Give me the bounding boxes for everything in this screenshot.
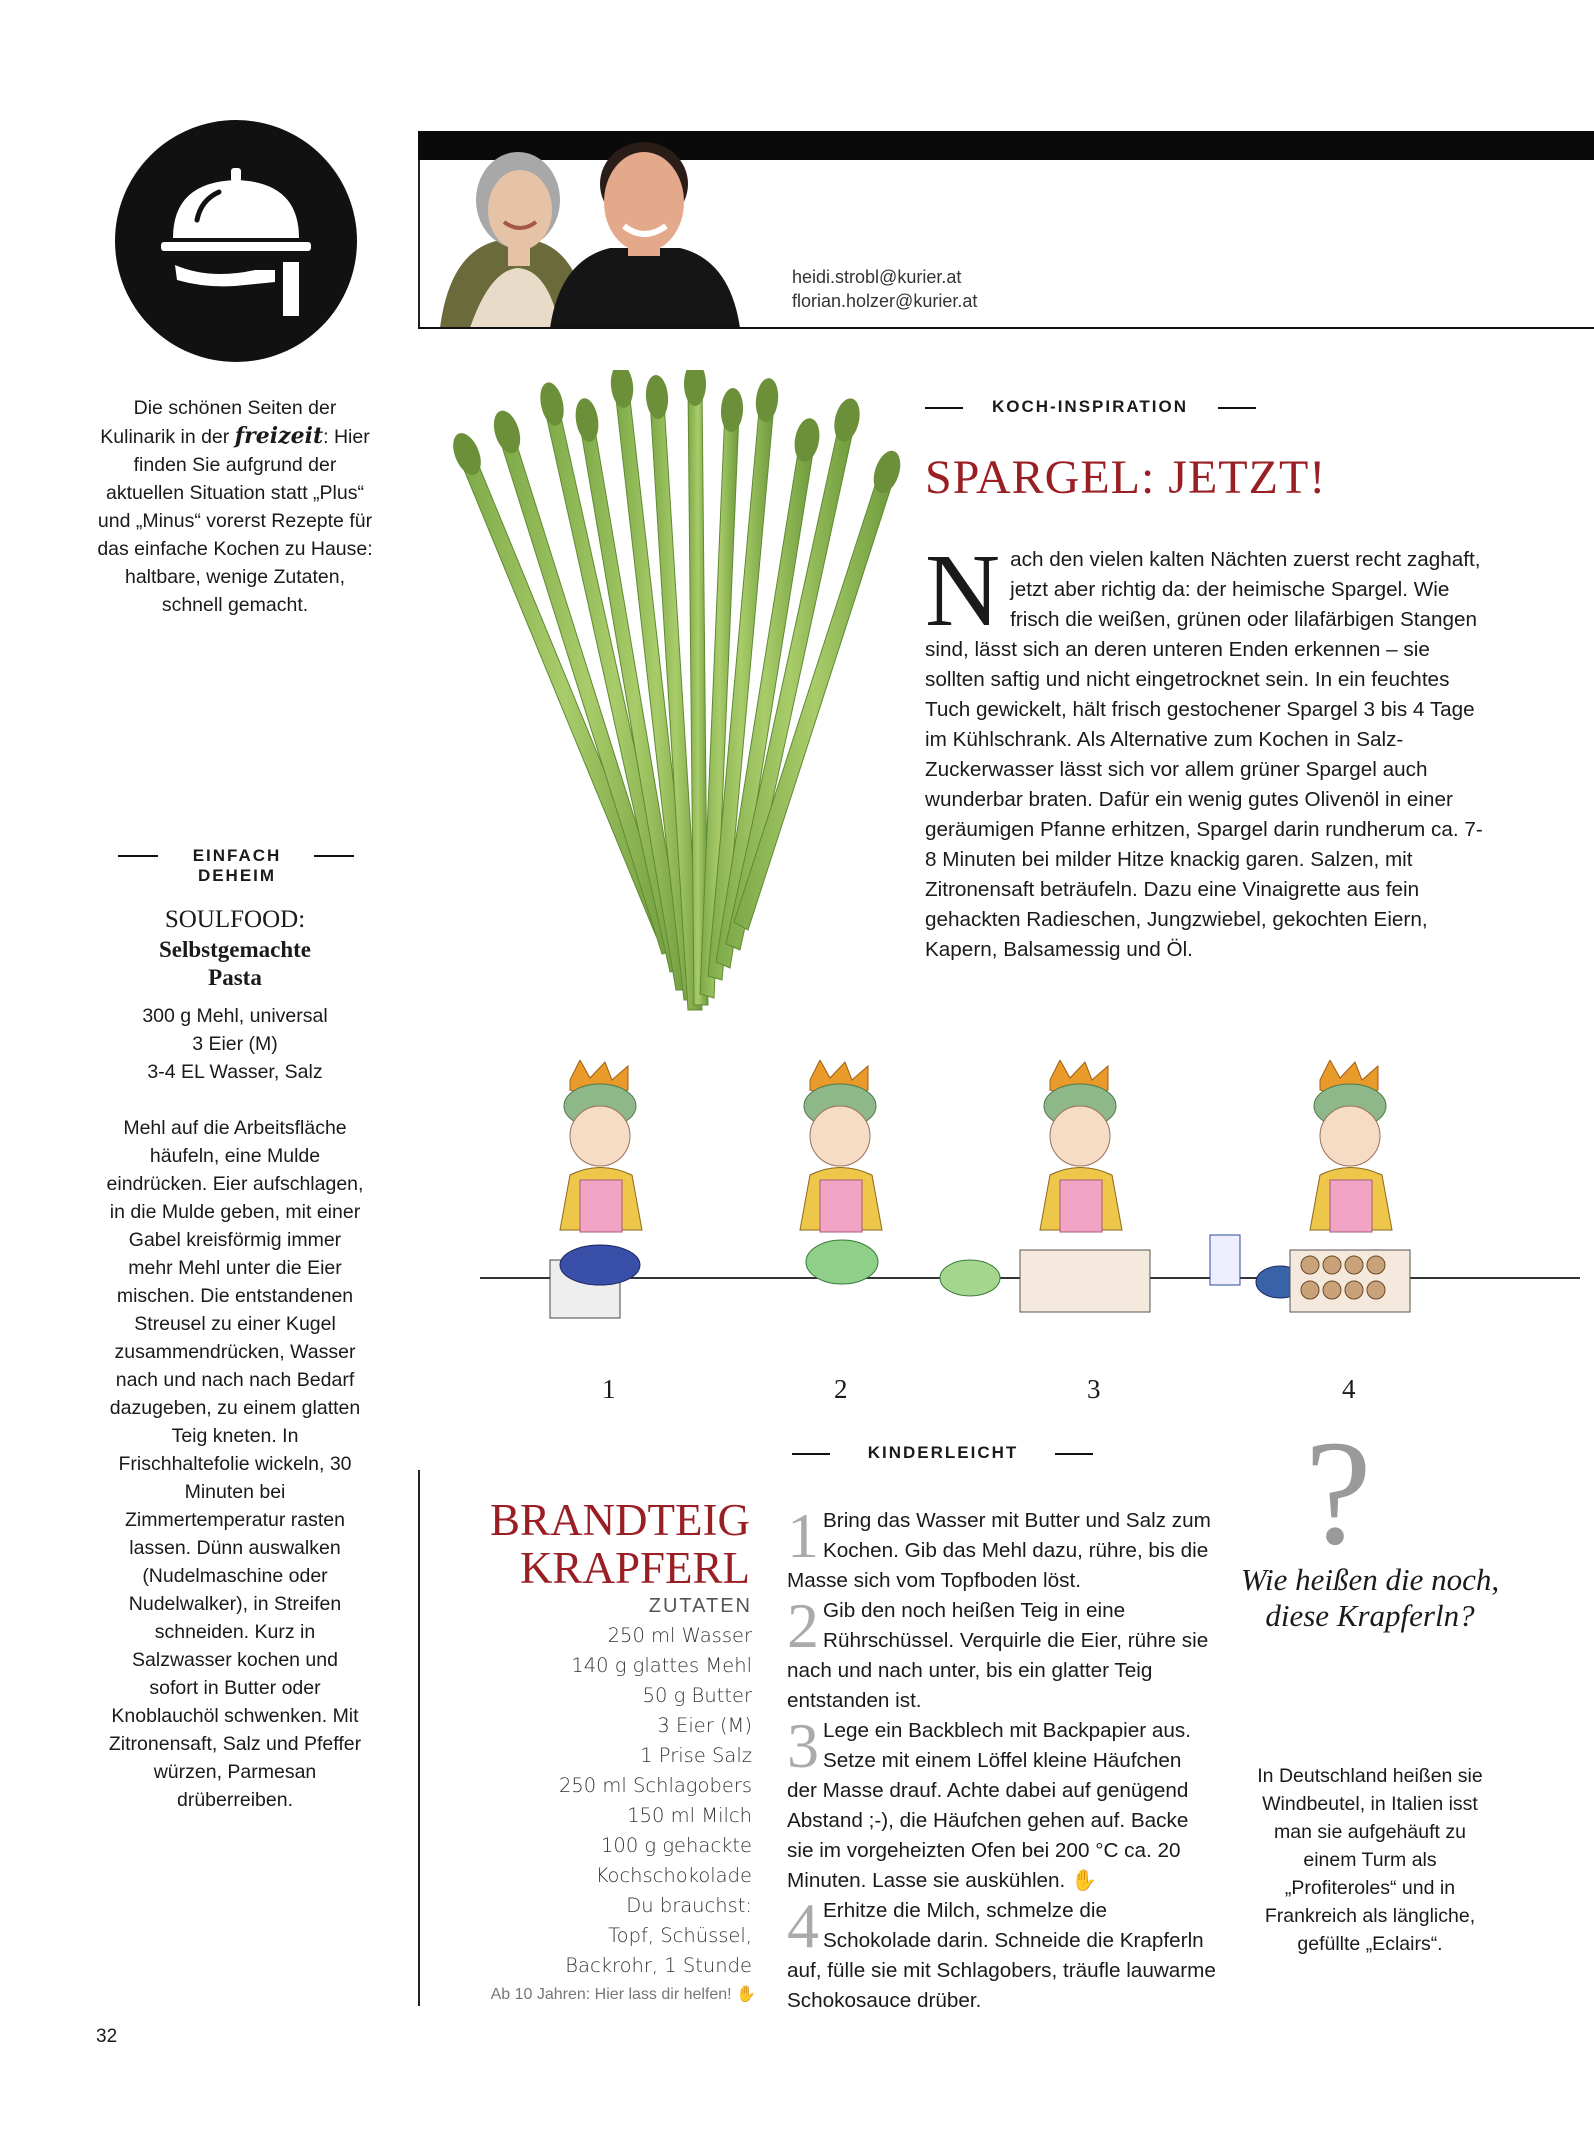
email-link[interactable]: heidi.strobl@kurier.at — [792, 267, 962, 287]
soulfood-ingredients — [95, 1002, 375, 1086]
illustration-step-number: 2 — [834, 1374, 848, 1404]
author-emails — [792, 265, 977, 313]
recipe-title: BRANDTEIG KRAPFERL — [490, 1495, 750, 1593]
author-portraits — [430, 130, 760, 328]
kids-kicker: KINDERLEICHT — [867, 1443, 1019, 1462]
ingredient: Kochschokolade — [595, 1864, 752, 1887]
kid-figure — [550, 1060, 1410, 1318]
drop-cap: N — [925, 533, 1001, 648]
intro-text-cont: : Hier finden Sie aufgrund der aktuellen Situation statt „Plus“ und „Minus“ vorerst Rezepte für das einfache Kochen zu Hause: haltbare, wenige Zutaten, schnell gemacht. — [97, 426, 373, 616]
ingredient: 250 ml Schlagobers — [558, 1774, 752, 1797]
ingredient: 300 g Mehl, universal — [142, 1005, 328, 1027]
page-number: 32 — [96, 2026, 118, 2047]
ingredient: 140 g glattes Mehl — [571, 1654, 752, 1677]
recipe-steps — [787, 1500, 1217, 2016]
kicker-rule-left — [118, 855, 158, 857]
question-text: Wie heißen die noch, diese Krapferln? — [1240, 1562, 1500, 1633]
ingredient: Backrohr, 1 Stunde — [565, 1954, 752, 1977]
soulfood-title: SOULFOOD: — [164, 906, 306, 933]
illustration-step-number: 3 — [1087, 1374, 1101, 1404]
article-title: SPARGEL: JETZT! — [925, 451, 1327, 504]
ingredients-list — [430, 1621, 752, 1981]
ingredient: Topf, Schüssel, — [608, 1924, 752, 1947]
section-intro — [95, 394, 375, 619]
kicker-rule-left — [925, 407, 963, 409]
ingredient: Du brauchst: — [626, 1894, 752, 1917]
kicker-rule-right — [314, 855, 354, 857]
ingredients-heading: ZUTATEN — [648, 1595, 752, 1617]
recipe-step: 1 Bring das Wasser mit Butter und Salz zum Kochen. Gib das Mehl dazu, rühre, bis die Masse sich vom Topfboden löst. — [787, 1500, 1211, 1592]
ingredient: 250 ml Wasser — [607, 1624, 752, 1647]
ingredient: 3 Eier (M) — [192, 1033, 278, 1055]
ingredient: 1 Prise Salz — [640, 1744, 752, 1767]
brand-name: freizeit — [234, 423, 324, 449]
ingredient: 50 g Butter — [642, 1684, 752, 1707]
column-rule-bottom — [418, 1470, 420, 2006]
intro-text: Die schönen Seiten der Kulinarik in der — [100, 397, 337, 448]
soulfood-subtitle: Selbstgemachte Pasta — [158, 937, 312, 990]
recipe-step: 2 Gib den noch heißen Teig in eine Rührschüssel. Verquirle die Eier, rühre sie nach und nach unter, bis ein glatter Teig entstanden ist. — [787, 1590, 1209, 1712]
asparagus-image — [440, 370, 920, 1020]
recipe-step: 3 Lege ein Backblech mit Backpapier aus. Setze mit einem Löffel kleine Häufchen der Masse drauf. Achte dabei auf genügend Abstand ;-), die Häufchen gehen auf. Backe sie im vorgeheizten Ofen bei 200 °C ca. 20 Minuten. Lasse sie auskühlen. ✋ — [787, 1710, 1191, 1892]
article-body: Nach den vielen kalten Nächten zuerst recht zaghaft, jetzt aber richtig da: der heimische Spargel. Wie frisch die weißen, grünen oder lilafärbigen Stangen sind, lässt sich an deren unteren Enden erkennen – sie sollten saftig und nicht eingetrocknet sein. In ein feuchtes Tuch gewickelt, hält frisch gestochener Spargel 3 bis 4 Tage im Kühlschrank. Als Alternative zum Kochen in Salz-Zuckerwasser lässt sich vor allem grüner Spargel auch wunderbar braten. Dafür ein wenig gutes Olivenöl in einer geräumigen Pfanne erhitzen, Spargel darin rundherum ca. 7-8 Minuten bei milder Hitze knackig garen. Salzen, mit Zitronensaft beträufeln. Dazu eine Vinaigrette aus fein gehackten Radieschen, Jungzwiebel, gekochten Eiern, Kapern, Balsamessig und Öl. — [925, 533, 1483, 961]
illustration-step-number: 1 — [602, 1374, 616, 1404]
kicker-rule-left — [792, 1453, 830, 1455]
ingredient: 3 Eier (M) — [657, 1714, 752, 1737]
soulfood-kicker: EINFACH DEHEIM — [192, 846, 282, 885]
email-link[interactable]: florian.holzer@kurier.at — [792, 291, 978, 311]
cloche-logo — [115, 120, 357, 362]
article-kicker: KOCH-INSPIRATION — [991, 397, 1188, 416]
ingredient: 3-4 EL Wasser, Salz — [147, 1061, 323, 1083]
soulfood-instructions: Mehl auf die Arbeitsfläche häufeln, eine Mulde eindrücken. Eier aufschlagen, in die Mulde geben, mit einer Gabel kreisförmig immer mehr Mehl unter die Eier mischen. Die entstandenen Streusel zu einer Kugel zusammendrücken, Wasser nach und nach nach Bedarf dazugeben, zu einem glatten Teig kneten. In Frischhaltefolie wickeln, 30 Minuten bei Zimmertemperatur rasten lassen. Dünn auswalken (Nudelmaschine oder Nudelwalker), in Streifen schneiden. Kurz in Salzwasser kochen und sofort in Butter oder Knoblauchöl schwenken. Mit Zitronensaft, Salz und Pfeffer würzen, Parmesan drüberreiben. — [106, 1117, 364, 1811]
kids-cooking-illustration — [470, 1060, 1590, 1380]
question-mark: ? — [1305, 1410, 1372, 1576]
ingredient: 150 ml Milch — [627, 1804, 752, 1827]
ingredient: 100 g gehackte — [601, 1834, 752, 1857]
age-note: Ab 10 Jahren: Hier lass dir helfen! ✋ — [490, 1986, 756, 2003]
kicker-rule-right — [1055, 1453, 1093, 1455]
hand-icon: ✋ — [1071, 1869, 1097, 1892]
cloche-icon — [115, 120, 357, 362]
recipe-step: 4 Erhitze die Milch, schmelze die Schokolade darin. Schneide die Krapferln auf, fülle sie mit Schlagobers, träufle lauwarme Schokosauce drüber. — [787, 1890, 1216, 2012]
header-rule — [418, 327, 1594, 329]
kicker-rule-right — [1218, 407, 1256, 409]
answer-text: In Deutschland heißen sie Windbeutel, in Italien isst man sie aufgehäuft zu einem Turm als „Profiteroles“ und in Frankreich als längliche, gefüllte „Eclairs“. — [1257, 1765, 1483, 1955]
illustration-step-number: 4 — [1342, 1374, 1356, 1404]
hand-icon: ✋ — [736, 1986, 756, 2003]
column-rule-top — [418, 131, 420, 329]
